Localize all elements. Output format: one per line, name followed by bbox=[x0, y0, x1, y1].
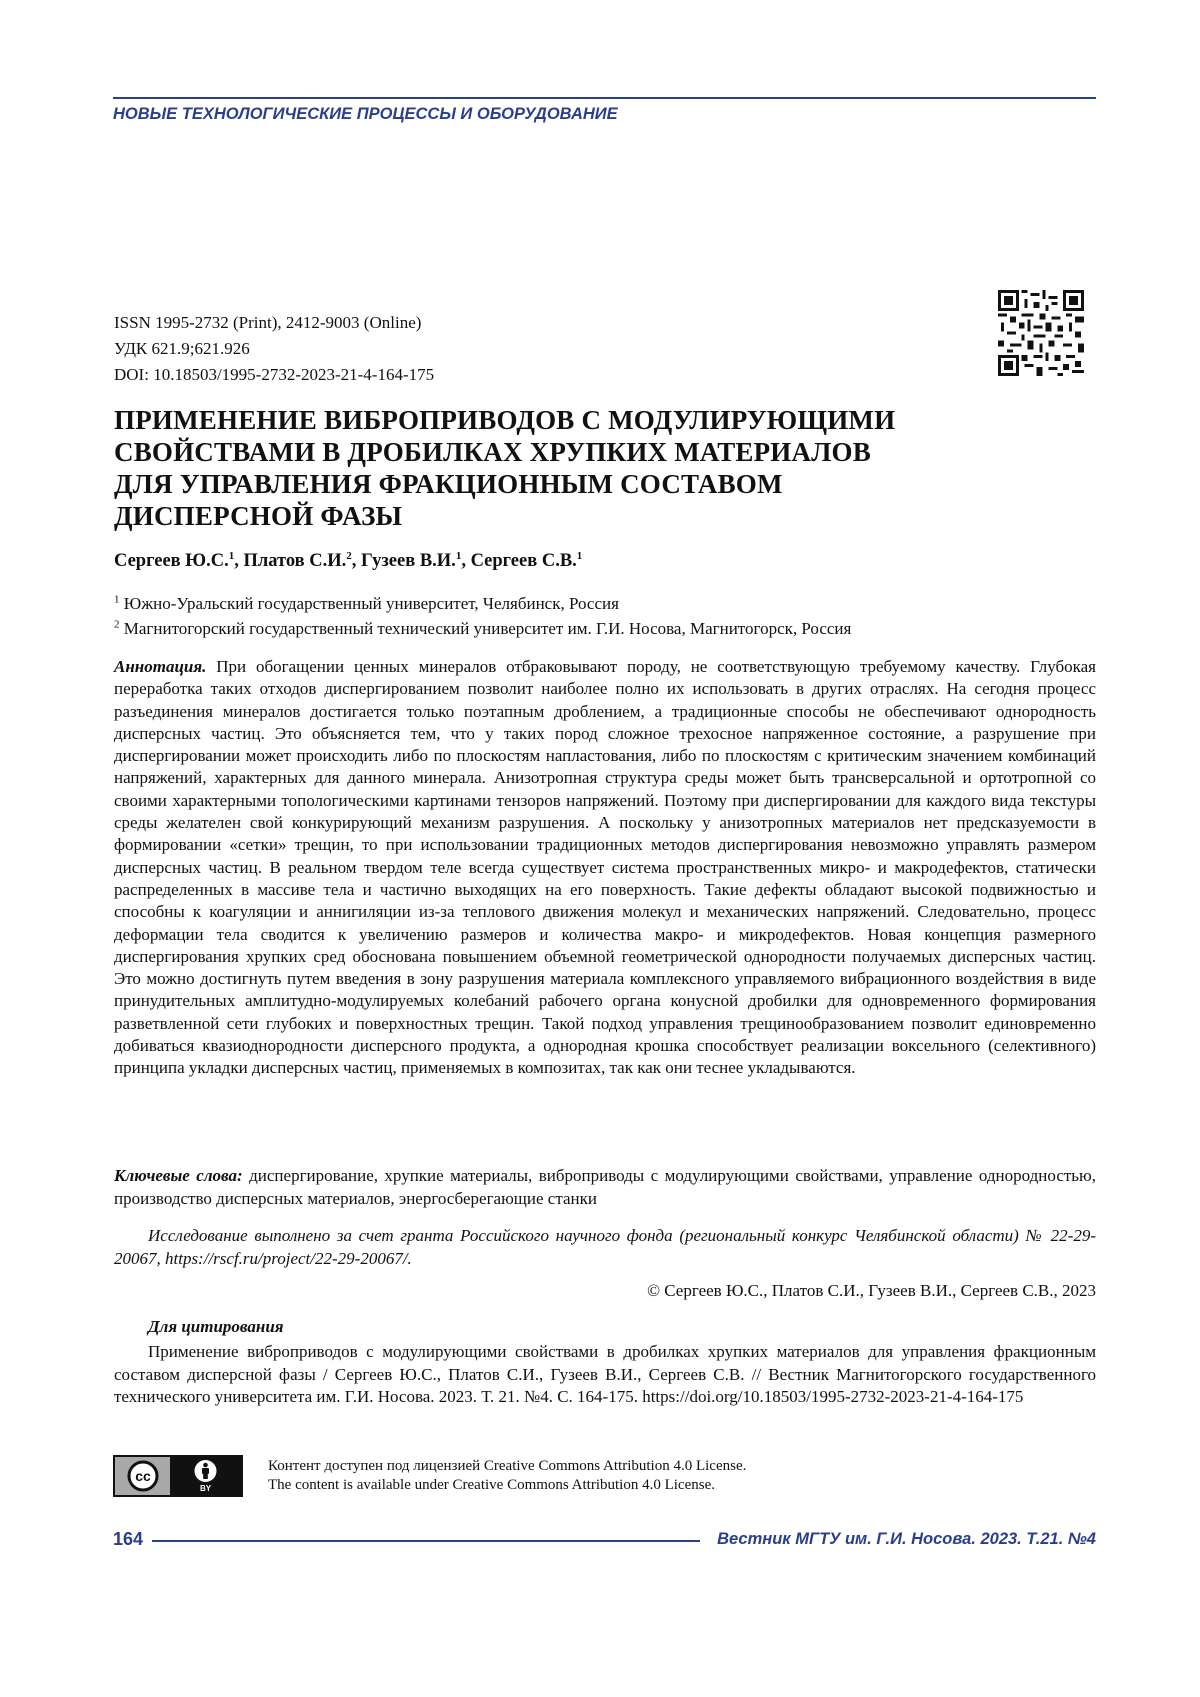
cc-icon bbox=[115, 1457, 170, 1495]
doi: DOI: 10.18503/1995-2732-2023-21-4-164-175 bbox=[114, 365, 435, 384]
license-en: The content is available under Creative Commons Attribution 4.0 License. bbox=[268, 1477, 715, 1493]
abstract-label: Аннотация. bbox=[114, 657, 207, 676]
grant-note: Исследование выполнено за счет гранта Российского научного фонда (региональный конкурс Челябинской области) № 22-29-20067, https://rscf.ru/project/22-29-20067/. bbox=[114, 1226, 1096, 1268]
by-panel bbox=[170, 1457, 241, 1495]
svg-text:cc: cc bbox=[135, 1468, 151, 1484]
affiliation-item: $^1$ Южно-Уральский государственный университет, Челябинск, Россия bbox=[114, 593, 619, 613]
abstract bbox=[114, 656, 1096, 1080]
affiliations bbox=[114, 591, 851, 641]
udk: УДК 621.9;621.926 bbox=[114, 339, 250, 358]
author-name: Платов С.И. bbox=[243, 551, 347, 571]
by-label: BY bbox=[199, 1484, 212, 1493]
journal-footer: Вестник МГТУ им. Г.И. Носова. 2023. Т.21. №4 bbox=[717, 1530, 1096, 1548]
author-name: Сергеев Ю.С. bbox=[114, 551, 229, 571]
attribution-person-icon bbox=[170, 1457, 241, 1485]
cc-by-badge[interactable] bbox=[113, 1455, 243, 1497]
citation-text: Применение виброприводов с модулирующими свойствами в дробилках хрупких материалов для управления фракционным составом дисперсной фазы / Сергеев Ю.С., Платов С.И., Гузеев В.И., Сергеев С.В. // Вестник Магнитогорского государственного технического университета им. Г.И. Носова. 2023. Т. 21. №4. С. 164-175. https://doi.org/10.18503/1995-2732-2023-21-4-164-175 bbox=[114, 1342, 1096, 1406]
article-meta bbox=[114, 310, 434, 388]
copyright: © Сергеев Ю.С., Платов С.И., Гузеев В.И., Сергеев С.В., 2023 bbox=[647, 1281, 1096, 1300]
author-list: Сергеев Ю.С.$^1$, Платов С.И.$^2$, Гузеев В.И.$^1$, Сергеев С.В.$^1$ bbox=[114, 549, 583, 571]
citation-heading: Для цитирования bbox=[148, 1317, 284, 1336]
section-header bbox=[113, 97, 1096, 124]
license-text bbox=[268, 1457, 746, 1495]
author-name: Сергеев С.В. bbox=[470, 551, 577, 571]
section-title: НОВЫЕ ТЕХНОЛОГИЧЕСКИЕ ПРОЦЕССЫ И ОБОРУДОВАНИЕ bbox=[113, 105, 618, 123]
author-name: Гузеев В.И. bbox=[361, 551, 456, 571]
article-title: ПРИМЕНЕНИЕ ВИБРОПРИВОДОВ С МОДУЛИРУЮЩИМИ СВОЙСТВАМИ В ДРОБИЛКАХ ХРУПКИХ МАТЕРИАЛОВ ДЛЯ УПРАВЛЕНИЯ ФРАКЦИОННЫМ СОСТАВОМ ДИСПЕРСНОЙ ФАЗЫ bbox=[114, 405, 896, 531]
issn: ISSN 1995-2732 (Print), 2412-9003 (Online) bbox=[114, 313, 422, 332]
affiliation-item: $^2$ Магнитогорский государственный технический университет им. Г.И. Носова, Магнитогорск, Россия bbox=[114, 618, 852, 638]
keywords-text: диспергирование, хрупкие материалы, виброприводы с модулирующими свойствами, управление однородностью, производство дисперсных материалов, энергосберегающие станки bbox=[114, 1166, 1096, 1208]
keywords bbox=[114, 1165, 1096, 1210]
license-ru: Контент доступен под лицензией Creative Commons Attribution 4.0 License. bbox=[268, 1458, 747, 1474]
page-number: 164 bbox=[113, 1529, 144, 1549]
abstract-text: При обогащении ценных минералов отбраковывают породу, не соответствующую требуемому качеству. Глубокая переработка таких отходов диспергированием позволит наиболее полно их использовать в других отраслях. На сегодня процесс разъединения минералов достигается только поэтапным дроблением, а традиционные способы не обеспечивают однородность дисперсных частиц. Это объясняется тем, что у таких пород сложное трехосное напряженное состояние, а разрушение при диспергировании может происходить либо по плоскостям напластования, либо по плоскостям с критическим значением комбинаций напряжений, характерных для данного минерала. Анизотропная структура среды может быть трансверсальной и ортотропной со своими характерными топологическими картинами тензоров напряжений. Поэтому при диспергировании для каждого вида текстуры среды желателен свой конкурирующий механизм разрушения. А поскольку у анизотропных материалов нет предсказуемости в формировании «сетки» трещин, то при использовании традиционных методов диспергирования невозможно управлять размером дисперсных частиц. В реальном твердом теле всегда существует система пространственных микро- и макродефектов, статически распределенных в массиве тела и частично выходящих на его поверхность. Такие дефекты обладают высокой подвижностью и способны к коагуляции и аннигиляции из-за теплового движения молекул и механических напряжений. Следовательно, процесс деформации тела сводится к увеличению размеров и количества макро- и микродефектов. Новая концепция размерного диспергирования хрупких сред обоснована повышением объемной геометрической однородности получаемых дисперсных частиц. Это можно достигнуть путем введения в зону разрушения материала комплексного управляемого вибрационного воздействия в виде принудительных амплитудно-модулируемых колебаний рабочего органа конусной дробилки для одновременного формирования разветвленной сети глубоких и поверхностных трещин. Такой подход управления трещинообразованием позволит единовременно добиваться квазиоднородности дисперсного продукта, а однородная крошка способствует реализации воксельного (селективного) принципа укладки дисперсных частиц, применяемых в композитах, так как они теснее укладываются. bbox=[114, 657, 1096, 1078]
qr-code-icon bbox=[998, 290, 1084, 376]
keywords-label: Ключевые слова: bbox=[114, 1166, 243, 1185]
footer-rule bbox=[152, 1540, 700, 1542]
